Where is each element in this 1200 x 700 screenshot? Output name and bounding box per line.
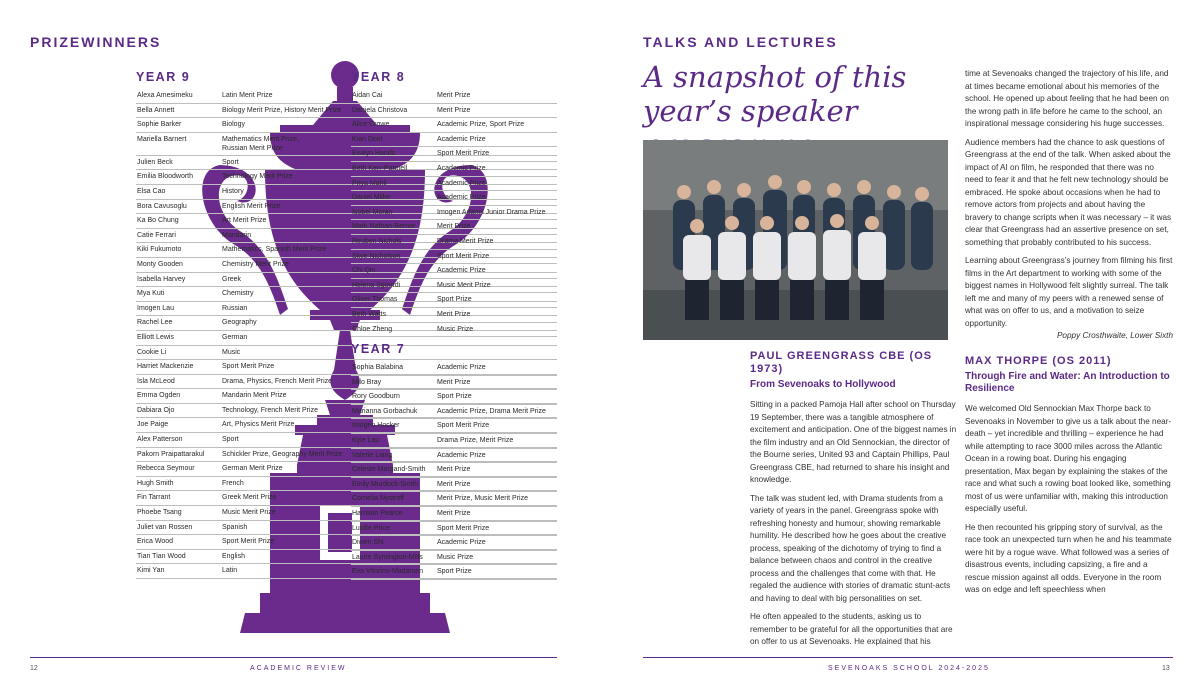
student-name: Kian Doel bbox=[352, 135, 383, 143]
student-name: Imogen Lau bbox=[137, 304, 174, 312]
prize-name: Merit Prize bbox=[437, 480, 471, 488]
prize-name: Art Merit Prize bbox=[222, 217, 267, 225]
student-name: Milo Bray bbox=[352, 378, 382, 386]
prize-name: Russian bbox=[222, 304, 248, 312]
student-name: Elliott Lewis bbox=[137, 333, 174, 341]
year8-heading: YEAR 8 bbox=[351, 70, 406, 84]
year7-row bbox=[351, 536, 557, 551]
year8-row bbox=[351, 308, 557, 323]
prize-name: Music Prize bbox=[437, 553, 474, 561]
prize-name: Music Merit Prize bbox=[222, 509, 276, 517]
prize-name: Sport Merit Prize bbox=[222, 538, 275, 546]
prize-name: French bbox=[222, 479, 244, 487]
prize-name: Sport bbox=[222, 436, 239, 444]
student-name: Bora Cavusoglu bbox=[137, 202, 187, 210]
year7-row bbox=[351, 551, 557, 566]
prize-name: Sport Merit Prize bbox=[437, 150, 490, 158]
student-name: Chloe Zheng bbox=[352, 325, 393, 333]
student-name: Harriet Mackenzie bbox=[137, 363, 194, 371]
prize-name: History bbox=[222, 187, 244, 195]
talk1-paragraph: Learning about Greengrass’s journey from filming his first films in the Art department to working with some of the biggest names in Hollywood felt slightly surreal. The talk left me and many of my peers with a renewed sense of what was on offer to us, and a motivation to seize opportunity. bbox=[965, 256, 1173, 328]
student-name: Lucille Price bbox=[352, 524, 390, 532]
year8-table bbox=[351, 70, 557, 337]
prize-name: Merit Prize, Music Merit Prize bbox=[437, 495, 529, 503]
year7-row bbox=[351, 463, 557, 478]
year8-row bbox=[351, 89, 557, 104]
prize-name: English Merit Prize bbox=[222, 202, 281, 210]
prize-name: Technology Merit Prize bbox=[222, 173, 293, 181]
prize-name: Geography bbox=[222, 319, 257, 327]
student-name: Cookie Li bbox=[137, 348, 167, 356]
student-name: Valerie Liang bbox=[352, 451, 393, 459]
student-name: Kimi Yan bbox=[137, 567, 165, 575]
student-name: Mya Kuti bbox=[137, 290, 165, 298]
prize-name: Sport Prize bbox=[437, 393, 472, 401]
student-name: Bella Annett bbox=[137, 106, 175, 114]
student-name: Pakorn Praipattarakul bbox=[137, 450, 205, 458]
student-name: Helena Sgourdi bbox=[352, 281, 401, 289]
talk1-paragraph: Sitting in a packed Pamoja Hall after school on Thursday 19 September, there was a tangible atmosphere of excitement and anticipation. One of the biggest names in the film industry and an Old Sennockian, the director of the Bourne series, United 93 and Captain Phillips, Paul Greengrass CBE, had returned to share his insight and knowledge. bbox=[750, 400, 957, 484]
student-name: Chi Qin bbox=[352, 267, 376, 275]
year8-row bbox=[351, 250, 557, 265]
student-name: Alex Patterson bbox=[137, 436, 183, 444]
prize-name: Academic Prize, Drama Merit Prize bbox=[437, 407, 546, 415]
prize-name: Sport bbox=[222, 158, 239, 166]
student-name: Reuben Nichols bbox=[352, 237, 402, 245]
prize-name: Merit Prize bbox=[437, 466, 471, 474]
prize-name: Drama Merit Prize bbox=[437, 237, 494, 245]
year7-table bbox=[351, 342, 557, 580]
student-name: Monty Gooden bbox=[137, 260, 183, 268]
prize-name: Sport Prize bbox=[437, 568, 472, 576]
year7-heading: YEAR 7 bbox=[351, 342, 406, 356]
page-title-prizewinners: PRIZEWINNERS bbox=[30, 34, 162, 50]
prize-name: Academic Prize bbox=[437, 267, 486, 275]
year8-row bbox=[351, 133, 557, 148]
student-name: Daniel Miller bbox=[352, 194, 391, 202]
prize-name: Greek bbox=[222, 275, 242, 283]
student-name: Sophia Balabina bbox=[352, 364, 403, 371]
year7-row bbox=[351, 376, 557, 391]
student-name: Emma Ogden bbox=[137, 392, 181, 400]
year8-row bbox=[351, 191, 557, 206]
year8-row bbox=[351, 279, 557, 294]
student-name: Beth Watts bbox=[352, 310, 386, 318]
prize-name: Chemistry Merit Prize bbox=[222, 260, 289, 268]
prize-name: Biology bbox=[222, 121, 245, 129]
prize-name: Merit Prize bbox=[437, 310, 471, 318]
student-name: Harrison Pearce bbox=[352, 509, 403, 517]
year7-row bbox=[351, 507, 557, 522]
year8-row bbox=[351, 220, 557, 235]
student-name: Evalyn Hands bbox=[352, 150, 396, 158]
student-name: Rebecca Seymour bbox=[137, 465, 195, 473]
group-photo bbox=[643, 140, 948, 340]
student-name: Rory Goodburn bbox=[352, 393, 400, 401]
year8-row bbox=[351, 104, 557, 119]
prize-name: Mathematics Merit Prize, Russian Merit Prize bbox=[222, 135, 300, 152]
year8-row bbox=[351, 264, 557, 279]
prize-name: Latin Merit Prize bbox=[222, 92, 273, 99]
student-name: Marianna Gorbachuk bbox=[352, 407, 418, 415]
student-name: Oliver Thomas bbox=[352, 296, 398, 304]
prize-name: Academic Prize bbox=[437, 135, 486, 143]
talk1-signature: Poppy Crosthwaite, Lower Sixth bbox=[1056, 331, 1173, 340]
prize-name: Merit Prize bbox=[437, 509, 471, 517]
student-name: Laurie Symington-Mills bbox=[352, 553, 423, 561]
talk1-paragraph: Audience members had the chance to ask questions of Greengrass at the end of the talk. When asked about the impact of AI on film, he responded that there was no need to fear it and that he felt new technology should be embraced. He spoke about occasions when he had to remove actors from projects and about having the bravery to change scripts when it was necessary – it was clear that Greengrass had an assertive presence on set, something that probably contributed to his success. bbox=[965, 137, 1172, 247]
student-name: Joe Paige bbox=[137, 421, 169, 429]
student-name: Kyle Lau bbox=[352, 436, 380, 444]
student-name: Emilia Bloodworth bbox=[137, 173, 194, 181]
year7-row bbox=[351, 405, 557, 420]
column-middle bbox=[750, 350, 958, 655]
headline: A snapshot of this year’s speaker bbox=[643, 60, 907, 128]
student-name: Tian Tian Wood bbox=[137, 552, 186, 560]
student-name: Kiki Fukumoto bbox=[137, 246, 182, 254]
student-name: Eva Vitorino-Madarsen bbox=[352, 568, 424, 576]
page-title-talks: TALKS AND LECTURES bbox=[643, 34, 838, 50]
student-name: Daniela Christova bbox=[352, 106, 408, 114]
prize-name: Art, Physics Merit Prize bbox=[222, 421, 295, 429]
student-name: Priya Mahli bbox=[352, 179, 387, 187]
talk2-heading: MAX THORPE (OS 2011) bbox=[965, 354, 1112, 367]
student-name: Juliet van Rossen bbox=[137, 523, 193, 531]
talk1-paragraph: The talk was student led, with Drama students from a variety of years in the panel. Greengrass spoke with refreshing honesty and humour, showing remarkable humility. He described how he goes about the creative process, speaking of the dichotomy of trying to find a balance between chaos and control in the creative process and the challenges that come with that. He regaled the audience with stories of dramatic stunt-acts and having to deal with big personalities on set. bbox=[750, 493, 951, 603]
student-name: Diwen Shi bbox=[352, 539, 384, 547]
prize-name: Merit Prize bbox=[437, 92, 471, 99]
year8-row bbox=[351, 206, 557, 221]
prize-name: Latin bbox=[222, 567, 238, 575]
student-name: Sophie Barker bbox=[137, 121, 182, 129]
student-name: Rachel Lee bbox=[137, 319, 173, 327]
prize-name: Music Merit Prize bbox=[437, 281, 491, 289]
prize-name: German bbox=[222, 333, 248, 341]
prize-name: Spanish bbox=[222, 523, 248, 531]
year8-row bbox=[351, 177, 557, 192]
year8-row bbox=[351, 235, 557, 250]
prize-name: Academic Prize bbox=[437, 364, 486, 371]
talk2-paragraph: He then recounted his gripping story of survival, as the race took an unexpected turn when he and his teammate were hit by a rogue wave. What followed was a series of disastrous events, including capsizing, a fire and a rescue mission against all odds. Everyone in the room was on edge and left speechless when bbox=[965, 522, 1172, 594]
year8-row bbox=[351, 118, 557, 133]
student-name: Isla McLeod bbox=[137, 377, 175, 385]
prize-name: Sport Merit Prize bbox=[437, 524, 490, 532]
prize-name: Music bbox=[222, 348, 241, 356]
year7-row bbox=[351, 434, 557, 449]
footer-right: SEVENOAKS SCHOOL 2024-2025 bbox=[828, 665, 990, 672]
year8-row bbox=[351, 147, 557, 162]
prize-name: Academic Prize bbox=[437, 539, 486, 547]
prize-name: Schickler Prize, Geography Merit Prize bbox=[222, 450, 343, 458]
student-name: Phoebe Tsang bbox=[137, 509, 182, 517]
prize-name: Mandarin bbox=[222, 231, 252, 239]
year8-row bbox=[351, 293, 557, 308]
prize-name: Technology, French Merit Prize bbox=[222, 406, 318, 414]
prize-name: Drama, Physics, French Merit Prize bbox=[222, 377, 333, 385]
student-name: Celeste Margand-Smith bbox=[352, 466, 426, 474]
prize-name: Mandarin Merit Prize bbox=[222, 392, 287, 400]
prize-name: Music Prize bbox=[437, 325, 474, 333]
year8-row bbox=[351, 323, 557, 338]
student-name: Cornelia Nystroff bbox=[352, 495, 405, 503]
prize-name: Chemistry bbox=[222, 290, 254, 298]
student-name: Fin Tarrant bbox=[137, 494, 171, 502]
prize-name: German Merit Prize bbox=[222, 465, 283, 473]
student-name: Skye Nicholson bbox=[352, 252, 401, 260]
year7-row bbox=[351, 361, 557, 376]
student-name: Mariella Barnert bbox=[137, 135, 187, 143]
talk1-paragraph: time at Sevenoaks changed the trajectory of his life, and at times became emotional about his memories of the school. He opened up about feeling that he had been on the wrong path in life before he came to the school, an inspirational message considering his huge successes. bbox=[965, 69, 1169, 128]
student-name: Ka Bo Chung bbox=[137, 217, 179, 225]
student-name: Alice Crowe bbox=[352, 121, 390, 129]
footer-rule-right bbox=[643, 657, 1173, 658]
prize-name: Academic Prize bbox=[437, 164, 486, 172]
year7-row bbox=[351, 478, 557, 493]
prize-name: Academic Prize bbox=[437, 194, 486, 202]
year7-row bbox=[351, 390, 557, 405]
student-name: Beth Kerr-Pannell bbox=[352, 164, 408, 172]
prize-name: Drama Prize, Merit Prize bbox=[437, 436, 514, 444]
student-name: Isabella Harvey bbox=[137, 275, 186, 283]
prize-name: English bbox=[222, 552, 245, 560]
prize-name: Merit Prize bbox=[437, 378, 471, 386]
prize-name: Academic Prize bbox=[437, 179, 486, 187]
student-name: Imogen Hocker bbox=[352, 422, 400, 430]
student-name: Alexa Amesimeku bbox=[137, 92, 193, 99]
student-name: Dabiara Ojo bbox=[137, 406, 175, 414]
prize-name: Biology Merit Prize, History Merit Prize bbox=[222, 106, 342, 114]
prize-name: Imogen Adams Junior Drama Prize bbox=[437, 208, 546, 216]
page-number-right: 13 bbox=[1162, 665, 1170, 672]
year7-row bbox=[351, 419, 557, 434]
student-name: Mark Nathan-Berner bbox=[352, 223, 416, 231]
prize-name: Mathematics, Spanish Merit Prize bbox=[222, 246, 327, 254]
student-name: Erica Wood bbox=[137, 538, 174, 546]
talk2-subheading: Through Fire and Water: An Introduction to Resilience bbox=[965, 371, 1170, 394]
year7-row bbox=[351, 522, 557, 537]
year7-row bbox=[351, 492, 557, 507]
talk1-subheading: From Sevenoaks to Hollywood bbox=[750, 379, 896, 390]
prize-name: Merit Prize bbox=[437, 106, 471, 114]
year7-row bbox=[351, 449, 557, 464]
student-name: Emily Murdock-Smith bbox=[352, 480, 419, 488]
student-name: Isobel Moran bbox=[352, 208, 393, 216]
prize-name: Sport Merit Prize bbox=[222, 363, 275, 371]
page-number-left: 12 bbox=[30, 665, 38, 672]
prize-name: Academic Prize bbox=[437, 451, 486, 459]
student-name: Hugh Smith bbox=[137, 479, 174, 487]
prize-name: Sport Prize bbox=[437, 296, 472, 304]
prize-name: Greek Merit Prize bbox=[222, 494, 277, 502]
prize-name: Sport Merit Prize bbox=[437, 252, 490, 260]
year9-heading: YEAR 9 bbox=[136, 70, 191, 84]
student-name: Julien Beck bbox=[137, 158, 173, 166]
talk2-paragraph: We welcomed Old Sennockian Max Thorpe back to Sevenoaks in November to give us a talk about the near-death – yet incredible and thrilling – experience he had while attempting to race 3000 miles across the Atlantic Ocean in a rowing boat. During his engaging presentation, Max began by explaining the stakes of the race and what such a rowing boat looked like, something most of us were unfamiliar with, making this introduction especially useful. bbox=[965, 404, 1172, 513]
year7-row bbox=[351, 565, 557, 580]
year8-row bbox=[351, 162, 557, 177]
prize-name: Academic Prize, Sport Prize bbox=[437, 121, 525, 129]
prize-name: Merit Prize bbox=[437, 223, 471, 231]
prize-name: Sport Merit Prize bbox=[437, 422, 490, 430]
footer-rule-left bbox=[30, 657, 557, 658]
student-name: Aidan Cai bbox=[352, 92, 383, 99]
student-name: Catie Ferrari bbox=[137, 231, 176, 239]
student-name: Elsa Cao bbox=[137, 187, 166, 195]
footer-left: ACADEMIC REVIEW bbox=[250, 665, 347, 672]
talk1-paragraph: He often appealed to the students, asking us to remember to be grateful for all the opportunities that are on offer to us at Sevenoaks. He explained that his bbox=[750, 612, 953, 646]
column-right bbox=[965, 68, 1173, 603]
talk1-heading: PAUL GREENGRASS CBE (OS 1973) bbox=[750, 350, 933, 375]
